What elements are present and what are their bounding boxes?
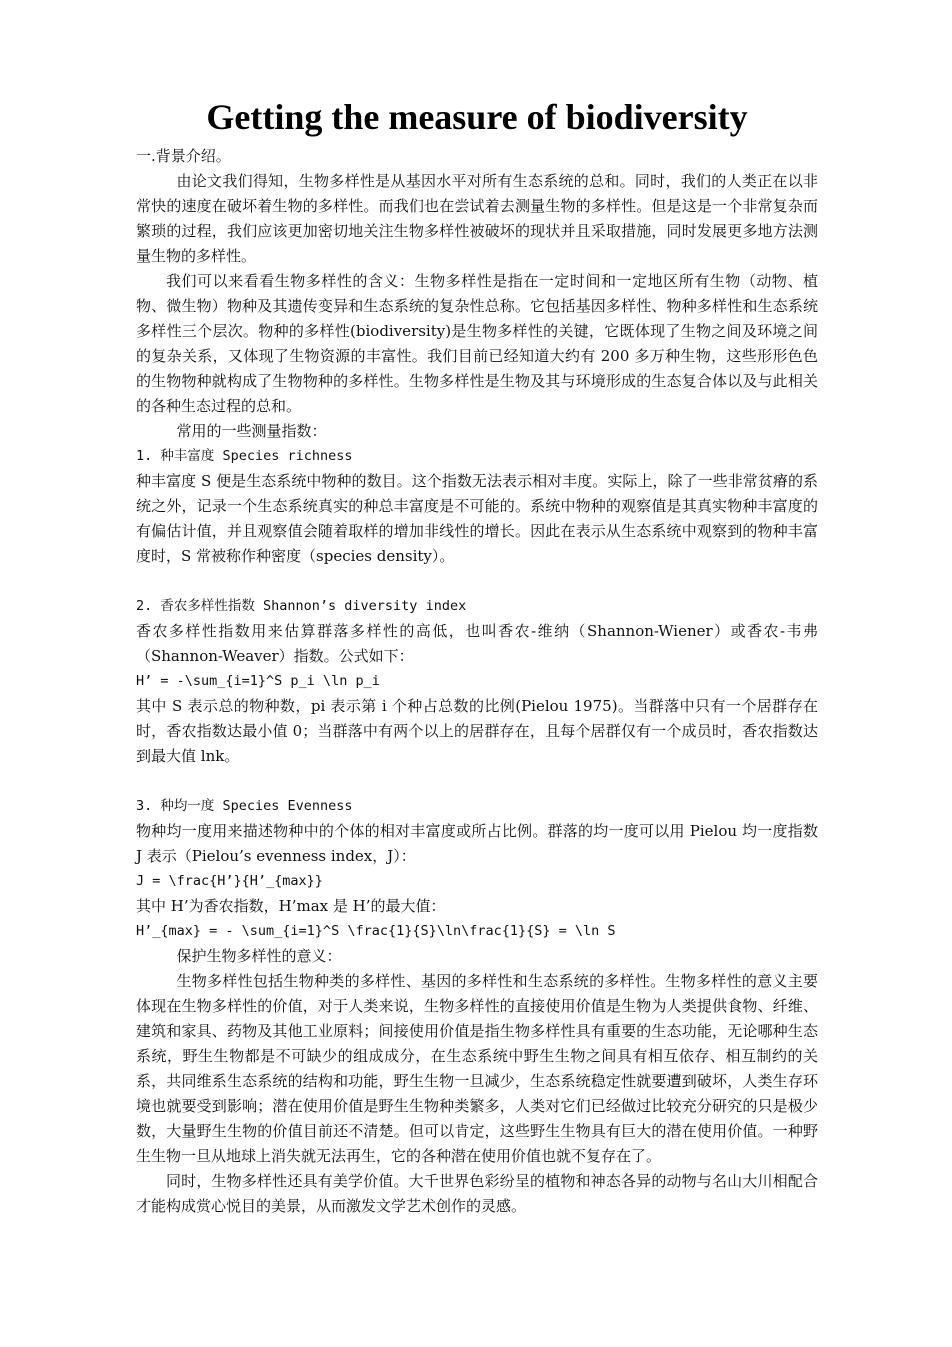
intro-paragraph: 由论文我们得知，生物多样性是从基因水平对所有生态系统的总和。同时，我们的人类正在以非常快的速度在破坏着生物的多样性。而我们也在尝试着去测量生物的多样性。但是这是一个非常复杂而繁琐的过程，我们应该更加密切地关注生物多样性被破坏的现状并且采取措施，同时发展更多地方法测量生物的多样性。 <box>136 172 818 265</box>
aesthetic-paragraph: 同时，生物多样性还具有美学价值。大千世界色彩纷呈的植物和神态各异的动物与名山大川相配合才能构成赏心悦目的美景，从而激发文学艺术创作的灵感。 <box>136 1172 818 1215</box>
spacer <box>136 569 818 594</box>
shannon-formula: H’ = -\sum_{i=1}^S p_i \ln p_i <box>136 673 380 689</box>
indices-intro: 常用的一些测量指数： <box>176 422 327 440</box>
hmax-formula: H’_{max} = - \sum_{i=1}^S \frac{1}{S}\ln\frac{1}{S} = \ln S <box>136 923 616 939</box>
spacer <box>136 769 818 794</box>
meaning-paragraph: 生物多样性包括生物种类的多样性、基因的多样性和生态系统的多样性。生物多样性的意义主要体现在生物多样性的价值，对于人类来说，生物多样性的直接使用价值是生物为人类提供食物、纤维、建筑和家具、药物及其他工业原料；间接使用价值是指生物多样性具有重要的生态功能，无论哪种生态系统，野生生物都是不可缺少的组成成分，在生态系统中野生生物之间具有相互依存、相互制约的关系，共同维系生态系统的结构和功能，野生生物一旦减少，生态系统稳定性就要遭到破坏，人类生存环境也就要受到影响；潜在使用价值是野生生物种类繁多，人类对它们已经做过比较充分研究的只是极少数，大量野生生物的价值目前还不清楚。但可以肯定，这些野生生物具有巨大的潜在使用价值。一种野生生物一旦从地球上消失就无法再生，它的各种潜在使用价值也就不复存在了。 <box>136 972 818 1165</box>
document-page <box>136 94 818 1219</box>
item2-heading: 2. 香农多样性指数 Shannon’s diversity index <box>136 598 467 614</box>
document-title: Getting the measure of biodiversity <box>206 97 748 137</box>
item3-heading: 3. 种均一度 Species Evenness <box>136 798 353 814</box>
item3-text2: 其中 H’为香农指数，H’max 是 H’的最大值： <box>136 897 446 915</box>
definition-paragraph: 我们可以来看看生物多样性的含义：生物多样性是指在一定时间和一定地区所有生物（动物、植物、微生物）物种及其遗传变异和生态系统的复杂性总称。它包括基因多样性、物种多样性和生态系统多样性三个层次。物种的多样性(biodiversity)是生物多样性的关键，它既体现了生物之间及环境之间的复杂关系，又体现了生物资源的丰富性。我们目前已经知道大约有 200 多万种生物，这些形形色色的生物物种就构成了生物物种的多样性。生物多样性是生物及其与环境形成的生态复合体以及与此相关的各种生态过程的总和。 <box>136 272 818 415</box>
section-heading: 一.背景介绍。 <box>136 147 231 165</box>
evenness-formula: J = \frac{H’}{H’_{max}} <box>136 873 323 889</box>
item2-text: 香农多样性指数用来估算群落多样性的高低，也叫香农-维纳（Shannon-Wiener）或香农-韦弗（Shannon-Weaver）指数。公式如下： <box>136 622 818 665</box>
item1-heading: 1. 种丰富度 Species richness <box>136 448 353 464</box>
item3-text: 物种均一度用来描述物种中的个体的相对丰富度或所占比例。群落的均一度可以用 Pielou 均一度指数 J 表示（Pielou’s evenness index，J）： <box>136 822 818 865</box>
item1-text: 种丰富度 S 便是生态系统中物种的数目。这个指数无法表示相对丰度。实际上，除了一些非常贫瘠的系统之外，记录一个生态系统真实的种总丰富度是不可能的。系统中物种的观察值是其真实物种丰富度的有偏估计值，并且观察值会随着取样的增加非线性的增长。因此在表示从生态系统中观察到的物种丰富度时，S 常被称作种密度（species density）。 <box>136 472 818 565</box>
item2-text2: 其中 S 表示总的物种数，pi 表示第 i 个种占总数的比例(Pielou 1975)。当群落中只有一个居群存在时，香农指数达最小值 0；当群落中有两个以上的居群存在，且每个居群仅有一个成员时，香农指数达到最大值 lnk。 <box>136 697 818 765</box>
meaning-heading: 保护生物多样性的意义： <box>176 947 342 965</box>
